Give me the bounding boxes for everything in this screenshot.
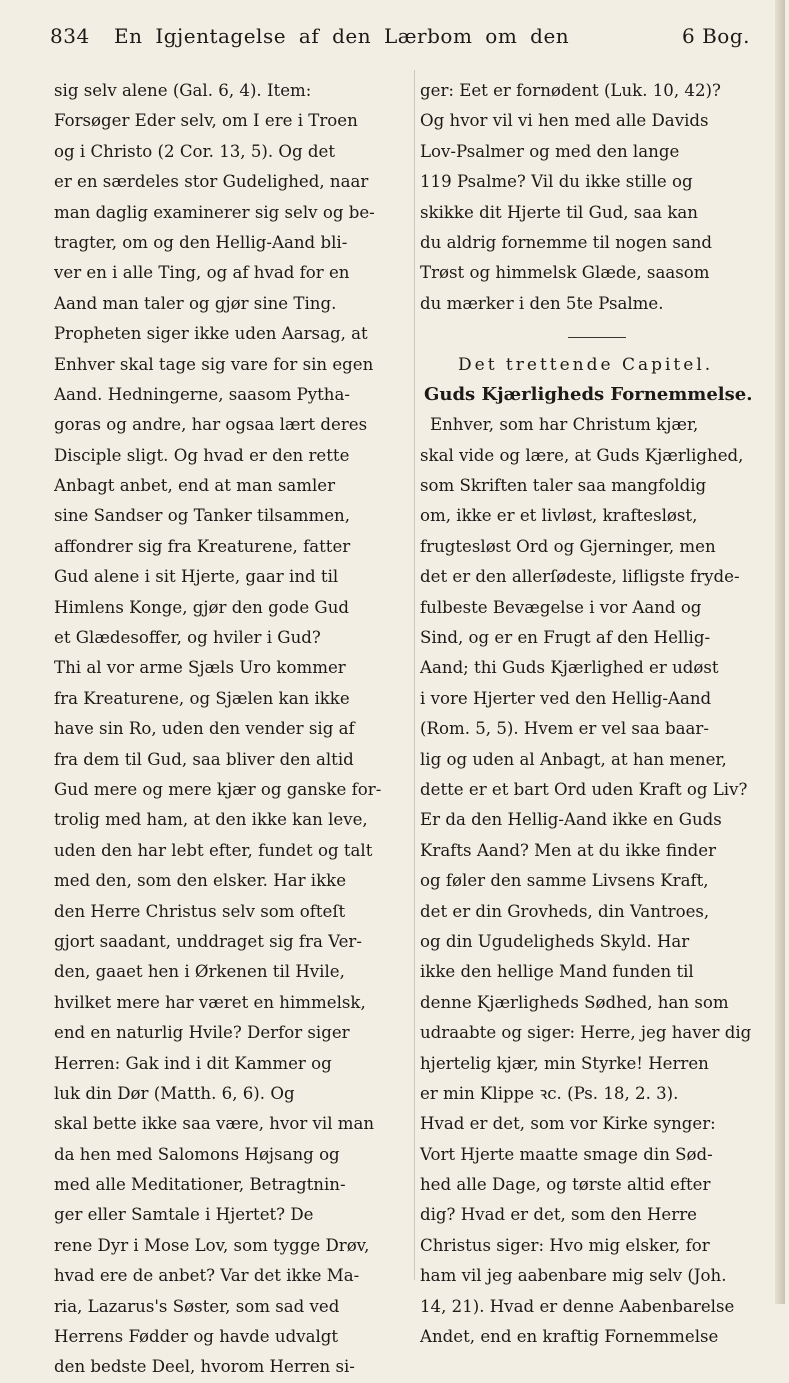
text-line: den bedste Deel, hvorom Herren si- <box>54 1357 355 1377</box>
text-line: end en naturlig Hvile? Derfor siger <box>54 1023 350 1043</box>
text-line: Andet, end en kraftig Fornemmelse <box>420 1327 719 1347</box>
text-line: er en særdeles stor Gudelighed, naar <box>54 172 369 192</box>
text-line: frugtesløst Ord og Gjerninger, men <box>420 536 716 556</box>
text-line: Trøst og himmelsk Glæde, saasom <box>420 263 710 283</box>
text-line: udraabte og siger: Herre, jeg haver dig <box>420 1023 752 1043</box>
text-line: er min Klippe ꝛc. (Ps. 18, 2. 3). <box>420 1083 679 1103</box>
chapter-preceding-text <box>420 76 770 319</box>
section-rule <box>420 319 770 349</box>
text-line: ikke den hellige Mand funden til <box>420 962 694 982</box>
text-line: skikke dit Hjerte til Gud, saa kan <box>420 202 698 222</box>
text-line: med alle Meditationer, Betragtnin- <box>54 1175 346 1195</box>
text-line: skal vide og lære, at Guds Kjærlighed, <box>420 445 744 465</box>
text-line: ria, Lazarus's Søster, som sad ved <box>54 1296 340 1316</box>
text-line: hvilket mere har været en himmelsk, <box>54 992 366 1012</box>
text-line: Thi al vor arme Sjæls Uro kommer <box>54 658 346 678</box>
text-line: 119 Psalme? Vil du ikke stille og <box>420 172 693 192</box>
text-line: affondrer sig fra Kreaturene, fatter <box>54 536 351 556</box>
text-line: og føler den samme Livsens Kraft, <box>420 871 709 891</box>
text-line: hed alle Dage, og tørste altid efter <box>420 1175 711 1195</box>
chapter-body <box>420 410 770 1352</box>
text-line: og din Ugudeligheds Skyld. Har <box>420 931 690 951</box>
text-line: denne Kjærligheds Sødhed, han som <box>420 992 729 1012</box>
text-line: ger: Eet er fornødent (Luk. 10, 42)? <box>420 81 721 100</box>
text-line: lig og uden al Anbagt, at han mener, <box>420 749 727 769</box>
running-title: En Igjentagelse af den Lærbom om den <box>114 24 570 48</box>
page-number: 834 <box>50 24 90 48</box>
text-line: Og hvor vil vi hen med alle Davids <box>420 111 709 131</box>
column-divider <box>414 70 415 1280</box>
text-line: rene Dyr i Mose Lov, som tygge Drøv, <box>54 1235 370 1255</box>
text-line: sine Sandser og Tanker tilsammen, <box>54 506 350 526</box>
text-line: Christus siger: Hvo mig elsker, for <box>420 1235 710 1255</box>
text-line: Aand man taler og gjør sine Ting. <box>54 293 337 313</box>
text-line: med den, som den elsker. Har ikke <box>54 871 347 891</box>
text-line: da hen med Salomons Højsang og <box>54 1144 340 1164</box>
text-line: Disciple sligt. Og hvad er den rette <box>54 445 350 465</box>
text-line: Herren: Gak ind i dit Kammer og <box>54 1053 332 1073</box>
text-line: om, ikke er et livløst, kraftesløst, <box>420 506 698 526</box>
text-line: Sind, og er en Frugt af den Hellig- <box>420 628 711 648</box>
text-line: have sin Ro, uden den vender sig af <box>54 719 355 739</box>
text-line: Enhver skal tage sig vare for sin egen <box>54 354 374 374</box>
text-line: Krafts Aand? Men at du ikke finder <box>420 840 717 860</box>
text-line: uden den har lebt efter, fundet og talt <box>54 840 373 860</box>
text-line: sig selv alene (Gal. 6, 4). Item: <box>54 81 312 100</box>
text-line: dette er et bart Ord uden Kraft og Liv? <box>420 779 748 799</box>
text-line: og i Christo (2 Cor. 13, 5). Og det <box>54 141 336 161</box>
text-line: du aldrig fornemme til nogen sand <box>420 232 713 252</box>
text-line: i vore Hjerter ved den Hellig-Aand <box>420 688 712 708</box>
right-column <box>420 76 770 1352</box>
text-line: du mærker i den 5te Psalme. <box>420 293 664 313</box>
text-line: ger eller Samtale i Hjertet? De <box>54 1205 314 1225</box>
text-line: fulbeste Bevægelse i vor Aand og <box>420 597 702 617</box>
text-line: den, gaaet hen i Ørkenen til Hvile, <box>54 962 345 982</box>
text-line: Forsøger Eder selv, om I ere i Troen <box>54 111 358 131</box>
text-line: (Rom. 5, 5). Hvem er vel saa baar- <box>420 719 709 739</box>
left-column <box>54 76 410 1383</box>
text-line: Hvad er det, som vor Kirke synger: <box>420 1114 716 1134</box>
chapter-subtitle: Guds Kjærligheds Fornemmelse. <box>424 383 753 405</box>
text-line: Gud alene i sit Hjerte, gaar ind til <box>54 567 339 587</box>
text-line: den Herre Christus selv som ofteſt <box>54 901 346 921</box>
text-line: ver en i alle Ting, og af hvad for en <box>54 263 350 283</box>
text-line: 14, 21). Hvad er denne Aabenbarelse <box>420 1296 735 1316</box>
text-line: trolig med ham, at den ikke kan leve, <box>54 810 368 830</box>
text-line: Herrens Fødder og havde udvalgt <box>54 1327 339 1347</box>
text-line: man daglig examinerer sig selv og be- <box>54 202 375 222</box>
text-line: ham vil jeg aabenbare mig selv (Joh. <box>420 1266 727 1286</box>
page-edge <box>775 0 785 1304</box>
text-line: Aand. Hedningerne, saasom Pytha- <box>54 384 350 404</box>
text-line: det er din Grovheds, din Vantroes, <box>420 901 710 921</box>
text-line: hjertelig kjær, min Styrke! Herren <box>420 1053 709 1073</box>
text-line: tragter, om og den Hellig-Aand bli- <box>54 232 348 252</box>
text-line: det er den allerſødeste, lifligste frydе- <box>420 567 740 587</box>
text-line: goras og andre, har ogsaa lært deres <box>54 415 368 435</box>
text-line: skal bette ikke saa være, hvor vil man <box>54 1114 375 1134</box>
text-line: Propheten siger ikke uden Aarsag, at <box>54 324 368 344</box>
text-line: Himlens Konge, gjør den gode Gud <box>54 597 350 617</box>
text-line: som Skriften taler saa mangfoldig <box>420 476 707 496</box>
text-line: luk din Dør (Matth. 6, 6). Og <box>54 1083 295 1103</box>
text-line: et Glædesoffer, og hviler i Gud? <box>54 628 321 648</box>
text-line: hvad ere de anbet? Var det ikke Ma- <box>54 1266 360 1286</box>
text-line: dig? Hvad er det, som den Herre <box>420 1205 697 1225</box>
text-line: Er da den Hellig-Aand ikke en Guds <box>420 810 722 830</box>
text-line: Gud mere og mere kjær og ganske for- <box>54 779 382 799</box>
text-line: Lov-Psalmer og med den lange <box>420 141 680 161</box>
text-line: Anbagt anbet, end at man samler <box>54 476 336 496</box>
text-line: Vort Hjerte maatte smage din Sød- <box>420 1144 713 1164</box>
text-line: fra Kreaturene, og Sjælen kan ikke <box>54 688 350 708</box>
book-section: 6 Bog. <box>682 24 750 48</box>
text-line: Enhver, som har Christum kjær, <box>430 415 699 435</box>
text-line: Aand; thi Guds Kjærlighed er udøst <box>420 658 719 678</box>
text-line: gjort saadant, unddraget sig fra Ver- <box>54 931 362 951</box>
chapter-heading: Det trettende Capitel. <box>458 354 714 375</box>
text-line: fra dem til Gud, saa bliver den altid <box>54 749 354 769</box>
running-header <box>50 24 750 54</box>
